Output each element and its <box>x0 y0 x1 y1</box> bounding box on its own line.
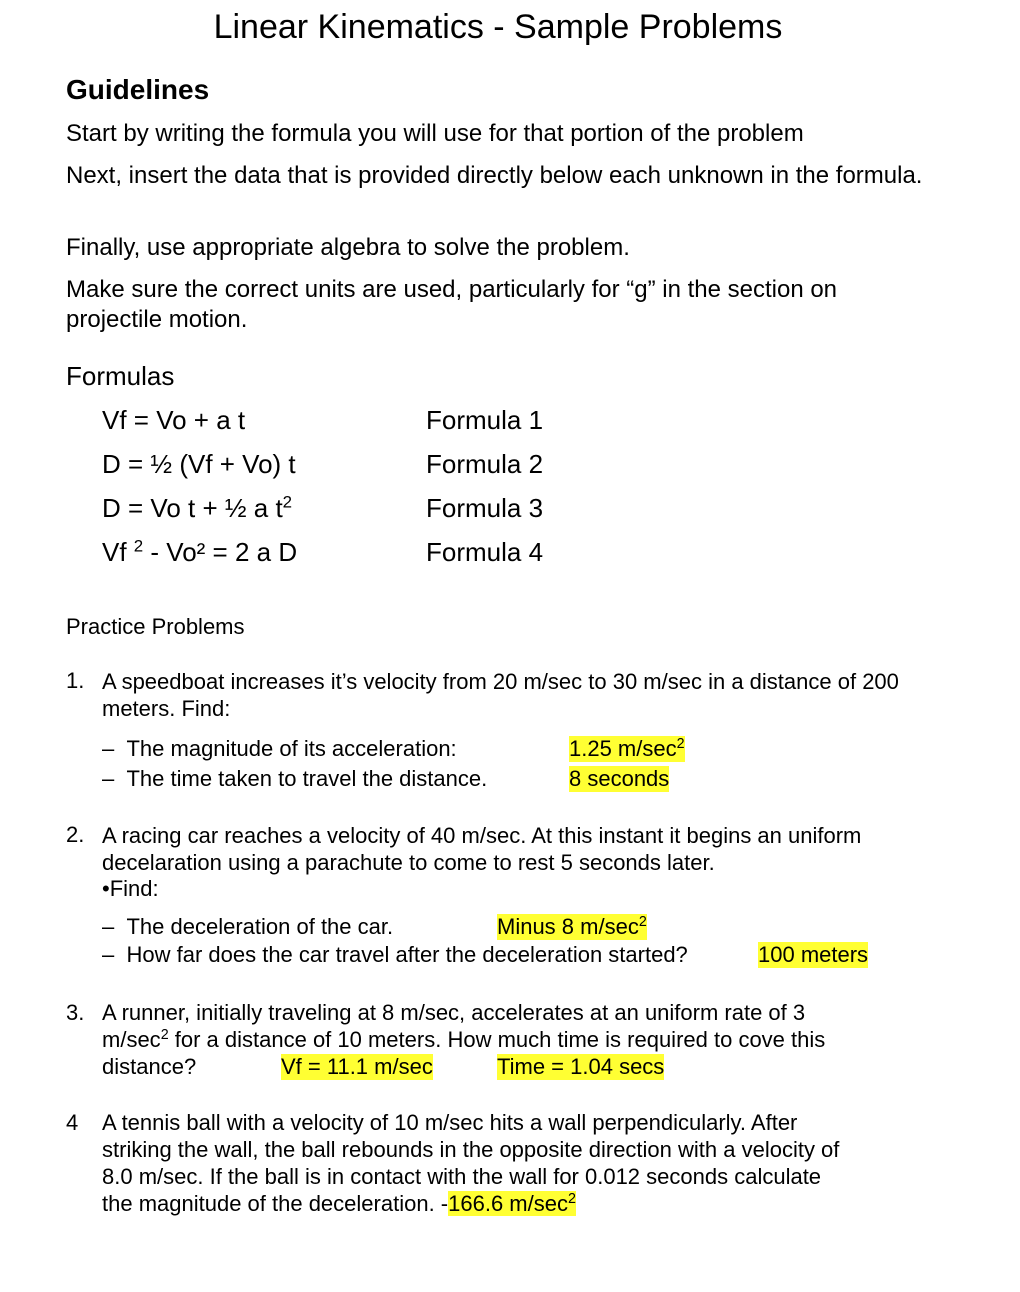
formula-4-label: Formula 4 <box>426 537 544 567</box>
problem-1-text: A speedboat increases it’s velocity from 20 m/sec to 30 m/sec in a distance of 200 meters. Find: <box>102 669 899 721</box>
guidelines-heading: Guidelines <box>66 74 210 105</box>
problem-4-line-2: striking the wall, the ball rebounds in the opposite direction with a velocity of <box>102 1137 840 1162</box>
problem-4-line-1: A tennis ball with a velocity of 10 m/sec hits a wall perpendicularly. After <box>102 1110 798 1135</box>
problem-3-line-3: distance? <box>102 1054 197 1079</box>
formula-2-equation: D = ½ (Vf + Vo) t <box>102 449 296 479</box>
problem-2-answer-2: 100 meters <box>758 942 869 967</box>
problem-1-number: 1. <box>66 668 85 693</box>
problem-1-question-2: – The time taken to travel the distance. <box>102 766 488 791</box>
formula-3-equation: D = Vo t + ½ a $t^2$ <box>102 492 293 523</box>
problem-1-answer-2: 8 seconds <box>569 766 670 791</box>
guideline-item: Next, insert the data that is provided directly below each unknown in the formula. <box>66 162 923 189</box>
formulas-heading: Formulas <box>66 361 175 391</box>
guideline-item: Make sure the correct units are used, particularly for “g” in the section on projectile motion. <box>66 276 838 333</box>
problem-4-line-4: the magnitude of the deceleration. -166.6 $m/\sec^2$ <box>102 1191 576 1216</box>
problem-2-answer-1: Minus 8 $m/\sec^2$ <box>497 914 647 939</box>
practice-heading: Practice Problems <box>66 614 245 639</box>
formula-1-label: Formula 1 <box>426 405 544 435</box>
problem-2-question-2: – How far does the car travel after the deceleration started? <box>102 942 688 967</box>
guideline-item: Finally, use appropriate algebra to solve the problem. <box>66 234 630 261</box>
formula-2-label: Formula 2 <box>426 449 544 479</box>
problem-4-answer: 166.6 $m/\sec^2$ <box>448 1191 576 1216</box>
problem-3-number: 3. <box>66 1000 85 1025</box>
formula-4-equation: Vf $^2$ - Vo² = 2 a D <box>102 536 298 567</box>
problem-1-answer-1: 1.25 $m/\sec^2$ <box>569 736 685 761</box>
problem-1-question-1: – The magnitude of its acceleration: <box>102 736 457 761</box>
problem-2-find: •Find: <box>102 876 159 901</box>
formula-1-equation: Vf = Vo + a t <box>102 405 246 435</box>
problem-4-line-3: 8.0 m/sec. If the ball is in contact with the wall for 0.012 seconds calculate <box>102 1164 822 1189</box>
problem-2-text: A racing car reaches a velocity of 40 m/sec. At this instant it begins an uniform decelaration using a parachute to come to rest 5 seconds later. <box>102 823 862 875</box>
problem-2-number: 2. <box>66 822 85 847</box>
problem-3-answer-time: Time = 1.04 secs <box>497 1054 665 1079</box>
problem-4-number: 4 <box>66 1110 79 1135</box>
problem-3-line-1: A runner, initially traveling at 8 m/sec, accelerates at an uniform rate of 3 <box>102 1000 806 1025</box>
guideline-item: Start by writing the formula you will use for that portion of the problem <box>66 120 804 147</box>
problem-3-answer-vf: Vf = 11.1 m/sec <box>281 1054 433 1079</box>
problem-3-line-2: $m/\sec^2$ for a distance of 10 meters. How much time is required to cove this <box>102 1027 826 1052</box>
page-title: Linear Kinematics - Sample Problems <box>213 8 783 46</box>
formula-3-label: Formula 3 <box>426 493 544 523</box>
problem-2-question-1: – The deceleration of the car. <box>102 914 394 939</box>
